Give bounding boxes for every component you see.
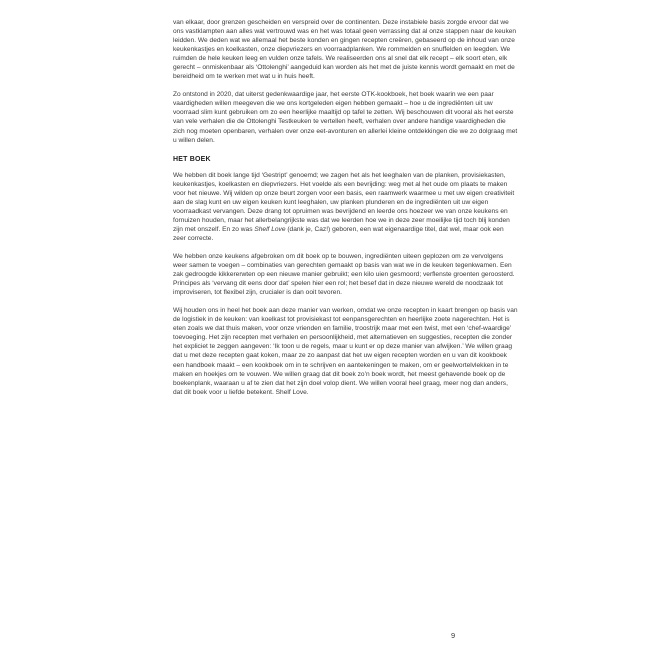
section-paragraph-1-text-a: We hebben dit boek lange tijd ‘Gestript’ genoemd; we zagen het als het leeghalen van de planken, provisiekasten, keukenkastjes, koelkasten en diepvriezers. Het voelde als een bevrijding: weg met al het oude om plaats te maken voor het nieuwe. Wij wilden op onze beurt zorgen voor een basis, een raamwerk waarmee u met uw eigen creativiteit aan de slag kunt en uw eigen keuken kunt leeghalen, uw planken plunderen en de ingrediënten uit uw eigen voorraadkast vervangen. Deze drang tot opruimen was bevrijdend en leerde ons hoezeer we van onze keukens en fornuizen houden, maar het allerbelangrijkste was dat we leerden hoe we in deze zeer moeilijke tijd toch blij konden zijn met onszelf. En zo was — [173, 171, 515, 233]
intro-paragraph-1: van elkaar, door grenzen gescheiden en verspreid over de continenten. Deze instabiele basis zorgde ervoor dat we ons vastklampten aan alles wat vertrouwd was en het was totaal geen verrassing dat al onze stappen naar de keuken leidden. We deden wat we allemaal het beste konden en gingen recepten creëren, gebaseerd op de inhoud van onze keukenkastjes en koelkasten, onze diepvriezers en voorraadplanken. We rommelden en snuffelden en leegden. We ruimden de hele keuken leeg en vulden onze tafels. We realiseerden ons al snel dat elk recept – elk soort eten, elk gerecht – onmiskenbaar als ‘Ottolenghi’ aangeduid kan worden als het met de juiste kennis wordt gemaakt en met de bereidheid om te werken met wat u in huis heeft. — [173, 19, 517, 81]
book-title-italic: Shelf Love — [254, 225, 286, 233]
section-paragraph-3: Wij houden ons in heel het boek aan deze manier van werken, omdat we onze recepten in kaart brengen op basis van de logistiek in de keuken: van koelkast tot provisiekast tot eenpansgerechten en heerlijke zoete nagerechten. Het is eten zoals we dat thuis maken, voor onze vrienden en familie, troostrijk maar met een twist, met een ‘chef-waardige’ toevoeging. Het zijn recepten met verhalen en persoonlijkheid, met alternatieven en suggesties, recepten die zonder het expliciet te zeggen aangeven: ‘Ik toon u de regels, maar u kunt er op deze manier van afwijken.’ We willen graag dat u met deze recepten gaat koken, maar ze zo aanpast dat het uw eigen recepten worden en u van dit kookboek een handboek maakt – een kookboek om in te schrijven en aantekeningen te maken, om er geelwortelvlekken in te maken en hoekjes om te vouwen. We willen graag dat dit boek zo’n boek wordt, het meest gehavende boek op de boekenplank, waaraan u af te zien dat het zijn doel volop dient. We willen vooral heel graag, meer nog dan anders, dat dit boek voor u liefde betekent. Shelf Love. — [173, 307, 518, 396]
section-heading: HET BOEK — [173, 155, 211, 163]
intro-paragraph-2: Zo ontstond in 2020, dat uiterst gedenkwaardige jaar, het eerste OTK-kookboek, het boek waarin we een paar vaardigheden willen meegeven die we ons kortgeleden eigen hebben gemaakt – hoe u de ingrediënten uit uw voorraad slim kunt gebruiken om zo een heerlijke maaltijd op tafel te zetten. Wij beschouwen dit vooral als het eerste van vele verhalen die de Ottolenghi Testkeuken te vertellen heeft, verhalen over andere handige vaardigheden die zich nog moeten openbaren, verhalen over onze eet-avonturen en allerlei kleine ontdekkingen die we zo dolgraag met u willen delen. — [173, 91, 518, 144]
page-number: 9 — [451, 631, 456, 640]
section-paragraph-1-text-b: (dank je, Caz!) geboren, een wat eigenaardige titel, dat wel, maar ook een zeer correcte. — [173, 225, 504, 242]
section-paragraph-1 — [173, 171, 518, 243]
page-body — [173, 18, 518, 397]
section-paragraph-2: We hebben onze keukens afgebroken om dit boek op te bouwen, ingrediënten uiteen geplozen om ze vervolgens weer samen te voegen – combinaties van gerechten gemaakt op basis van wat we in de keuken tegenkwamen. Een zak gedroogde kikkererwten op een nieuwe manier gebruikt; een kilo uien gesmoord; verflenste groenten geroosterd. Principes als ‘vervang dit eens door dat’ spelen hier een rol; het besef dat in deze nieuwe wereld de noodzaak tot improviseren, tot flexibel zijn, crucialer is dan ooit tevoren. — [173, 252, 515, 297]
